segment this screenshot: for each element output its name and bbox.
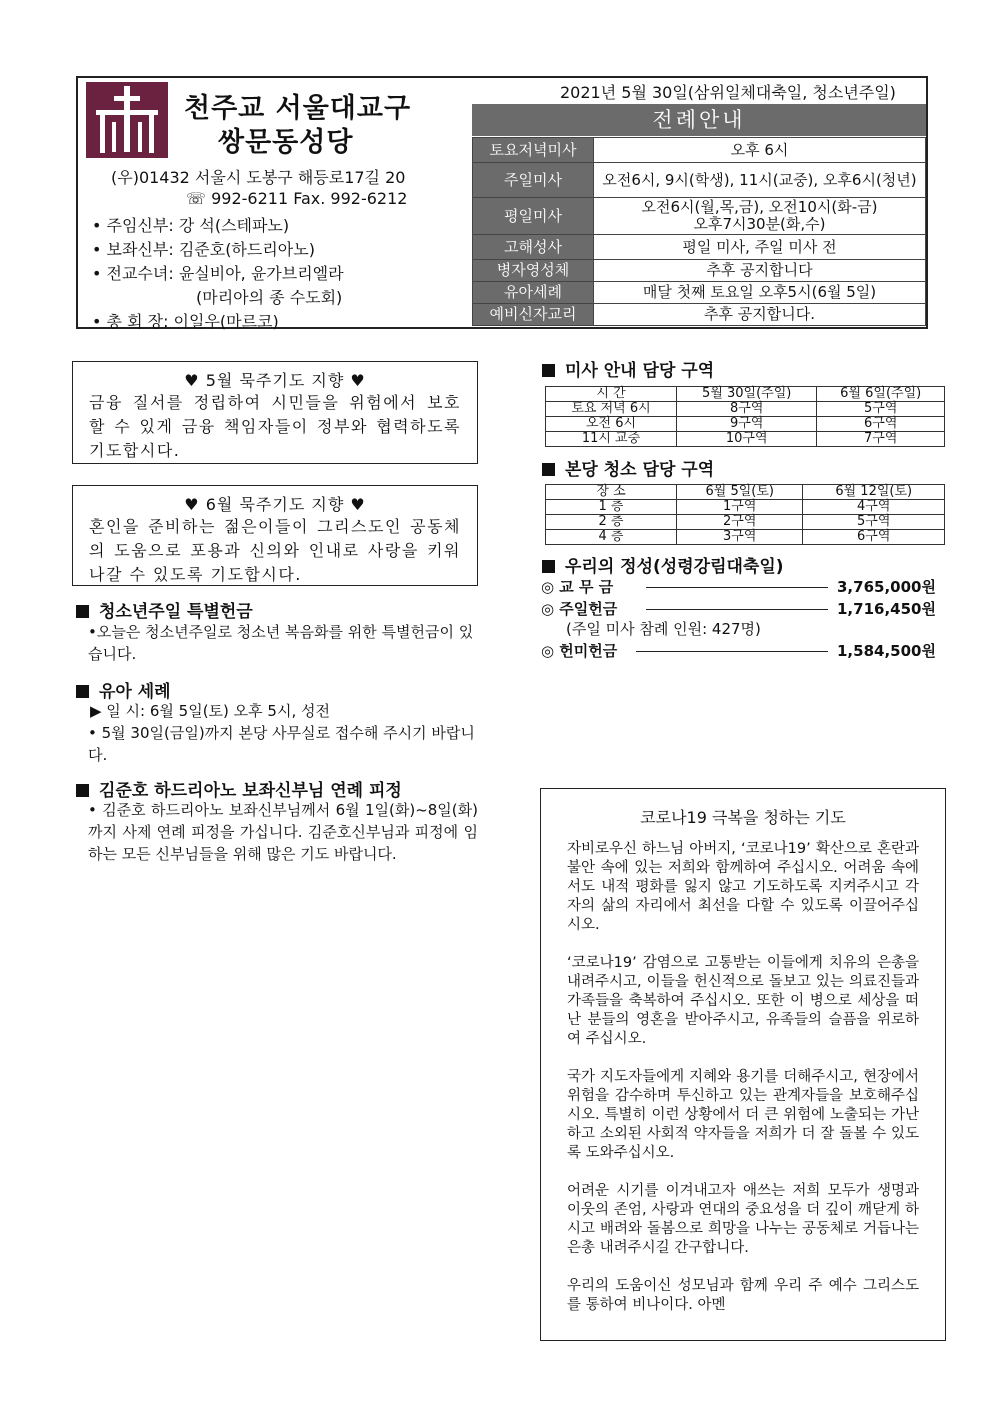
staff-sisters-order: (마리아의 종 수도회) (196, 288, 343, 307)
table-row: 11시 교중 10구역 7구역 (546, 432, 945, 447)
covid-prayer-paragraph: ‘코로나19’ 감염으로 고통받는 이들에게 치유의 은총을 내려주시고, 이들을 헌신적으로 돌보고 있는 의료진들과 가족들을 축복하여 주십시오. 또한 이 병으로 세상을 떠난 분들의 영혼을 받아주시고, 유족들의 슬픔을 위로하여 주십시오. (567, 955, 919, 1047)
address: (우)01432 서울시 도봉구 해등로17길 20 (111, 168, 406, 187)
covid-prayer-paragraph: 국가 지도자들에게 지혜와 용기를 더해주시고, 현장에서 위험을 감수하며 투신하고 있는 관계자들을 보호해주십시오. 특별히 이런 상황에서 더 큰 위험에 노출되는 가난하고 소외된 사회적 약자들을 저희가 더 잘 돌볼 수 있도록 도와주십시오. (567, 1069, 919, 1161)
offering-amount-rice: 1,584,500원 (837, 642, 936, 660)
youth-body: •오늘은 청소년주일로 청소년 복음화를 위한 특별헌금이 있습니다. (88, 623, 474, 663)
june-rosary-title: ♥ 6월 묵주기도 지향 ♥ (184, 495, 366, 514)
mass-guide-title: 미사 안내 담당 구역 (542, 356, 714, 381)
church-name-line2: 쌍문동성당 (218, 127, 354, 158)
cleaning-table (545, 484, 945, 545)
church-logo-icon (86, 82, 168, 158)
table-row: 시 간 5월 30일(주일) 6월 6일(주일) (546, 387, 945, 402)
table-row: 병자영성체 추후 공지합니다 (473, 260, 926, 282)
table-row: 2 층 2구역 5구역 (546, 515, 945, 530)
table-row: 오전 6시 9구역 6구역 (546, 417, 945, 432)
mass-guide-table (545, 386, 945, 447)
youth-section-title: 청소년주일 특별헌금 (76, 597, 253, 622)
baptism-note: • 5월 30일(금일)까지 본당 사무실로 접수해 주시기 바랍니다. (88, 724, 475, 764)
church-name-line1: 천주교 서울대교구 (184, 93, 412, 124)
bulletin-date: 2021년 5월 30일(삼위일체대축일, 청소년주일) (560, 83, 896, 102)
table-row: 1 층 1구역 4구역 (546, 500, 945, 515)
baptism-section-title: 유아 세례 (76, 677, 171, 702)
offering-amount-sunday: 1,716,450원 (837, 600, 936, 618)
staff-president: • 총 회 장: 이일우(마르코) (92, 312, 279, 331)
square-bullet-icon (542, 560, 555, 573)
june-rosary-body: 혼인을 준비하는 젊은이들이 그리스도인 공동체의 도움으로 포용과 신의와 인내로 사랑을 키워나갈 수 있도록 기도합시다. (89, 517, 461, 584)
offering-title: 우리의 정성(성령강림대축일) (542, 552, 784, 577)
offering-attendance-note: (주일 미사 참례 인원: 427명) (566, 620, 761, 638)
table-row: 토요저녁미사 오후 6시 (473, 138, 926, 163)
may-rosary-body: 금융 질서를 정립하여 시민들을 위험에서 보호할 수 있게 금융 책임자들이 정부와 협력하도록 기도합시다. (89, 393, 461, 460)
phone-icon: ☏ (186, 189, 207, 208)
cleaning-title: 본당 청소 담당 구역 (542, 455, 714, 480)
square-bullet-icon (542, 364, 555, 377)
staff-sisters: • 전교수녀: 윤실비아, 윤가브리엘라 (92, 264, 344, 283)
square-bullet-icon (542, 463, 555, 476)
offering-label-rice: ◎ 헌미헌금 (541, 642, 618, 660)
square-bullet-icon (76, 605, 89, 618)
may-rosary-title: ♥ 5월 묵주기도 지향 ♥ (184, 371, 366, 390)
retreat-section-title: 김준호 하드리아노 보좌신부님 연례 피정 (76, 776, 402, 801)
leader-line (646, 587, 828, 588)
square-bullet-icon (76, 784, 89, 797)
offering-label-sunday: ◎ 주일헌금 (541, 600, 618, 618)
square-bullet-icon (76, 685, 89, 698)
covid-prayer-paragraph: 자비로우신 하느님 아버지, ‘코로나19’ 확산으로 혼란과 불안 속에 있는 저희와 함께하여 주십시오. 어려움 속에서도 내적 평화를 잃지 않고 기도하도록 지켜주시고 각자의 삶의 자리에서 최선을 다할 수 있도록 이끌어주십시오. (567, 841, 919, 933)
june-rosary-box (72, 485, 478, 586)
table-row: 4 층 3구역 6구역 (546, 530, 945, 545)
table-row: 평일미사 오전6시(월,목,금), 오전10시(화-금) 오후7시30분(화,수) (473, 198, 926, 235)
offering-amount-dues: 3,765,000원 (837, 578, 936, 596)
staff-pastor: • 주임신부: 강 석(스테파노) (92, 216, 290, 235)
staff-assistant: • 보좌신부: 김준호(하드리아노) (92, 240, 315, 259)
covid-prayer-paragraph: 어려운 시기를 이겨내고자 애쓰는 저희 모두가 생명과 이웃의 존엄, 사랑과 연대의 중요성을 더 깊이 깨닫게 하시고 배려와 돌봄으로 희망을 나누는 공동체로 거듭나는 은총 내려주시길 간구합니다. (567, 1183, 919, 1256)
table-row: 장 소 6월 5일(토) 6월 12일(토) (546, 485, 945, 500)
covid-prayer-paragraph: 우리의 도움이신 성모님과 함께 우리 주 예수 그리스도를 통하여 비나이다. 아멘 (567, 1278, 919, 1313)
table-row: 토요 저녁 6시 8구역 5구역 (546, 402, 945, 417)
offering-label-dues: ◎ 교 무 금 (541, 578, 614, 596)
table-row: 유아세례 매달 첫째 토요일 오후5시(6월 5일) (473, 282, 926, 304)
liturgy-table (472, 137, 926, 326)
table-row: 고해성사 평일 미사, 주일 미사 전 (473, 235, 926, 260)
phone-line (186, 189, 407, 208)
phone-number: 992-6211 Fax. 992-6212 (211, 189, 408, 208)
may-rosary-box (72, 361, 478, 464)
leader-line (646, 609, 828, 610)
liturgy-title: 전례안내 (472, 104, 926, 136)
covid-prayer-title: 코로나19 극복을 청하는 기도 (640, 808, 846, 827)
retreat-body: • 김준호 하드리아노 보좌신부님께서 6월 1일(화)~8일(화)까지 사제 연례 피정을 가십니다. 김준호신부님과 피정에 임하는 모든 신부님들을 위해 많은 기도 바랍니다. (88, 801, 478, 863)
table-row: 주일미사 오전6시, 9시(학생), 11시(교중), 오후6시(청년) (473, 163, 926, 198)
covid-prayer-box (540, 788, 946, 1341)
table-row: 예비신자교리 추후 공지합니다. (473, 304, 926, 326)
baptism-date: ▶ 일 시: 6월 5일(토) 오후 5시, 성전 (90, 702, 330, 720)
leader-line (636, 651, 828, 652)
